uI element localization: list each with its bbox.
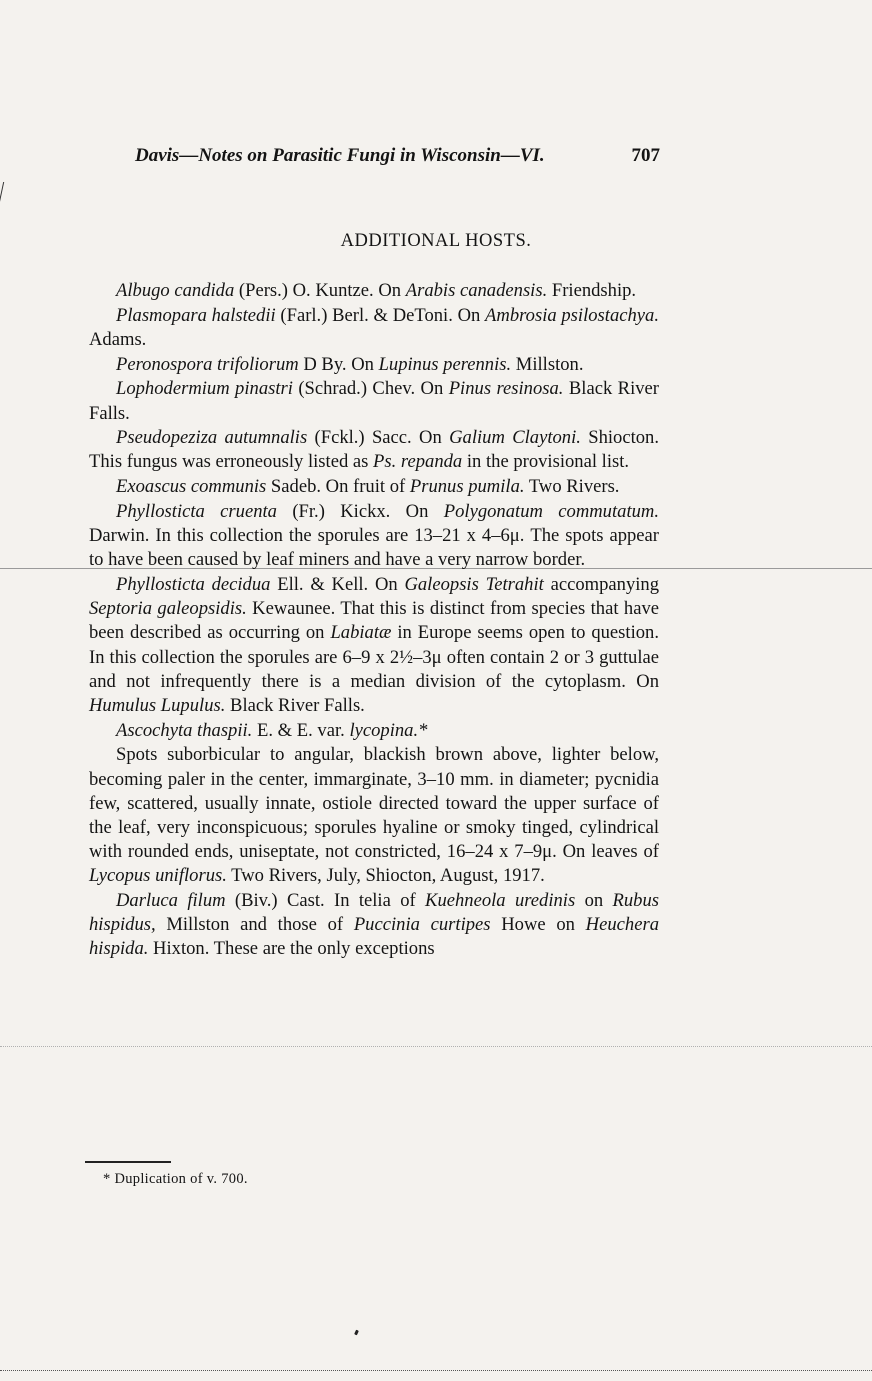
- entry-lophodermium: Lophodermium pinastri (Schrad.) Chev. On Pinus resinosa. Black River Falls.: [89, 378, 659, 424]
- running-header: [135, 145, 660, 167]
- footnote-rule: [85, 1161, 171, 1163]
- entry-pseudopeziza: Pseudopeziza autumnalis (Fckl.) Sacc. On Galium Claytoni. Shiocton. This fungus was erroneously listed as Ps. repanda in the provisional list.: [89, 427, 659, 473]
- page-number: 707: [631, 145, 660, 166]
- entry-ascochyta: Ascochyta thaspii. E. & E. var. lycopina.*: [116, 719, 428, 741]
- entry-ascochyta-description: Spots suborbicular to angular, blackish brown above, lighter below, becoming paler in the center, immarginate, 3–10 mm. in diameter; pycnidia few, scattered, usually innate, ostiole directed toward the upper surface of the leaf, very inconspicuous; sporules hyaline or smoky tinged, cylindrical with rounded ends, uniseptate, not constricted, 16–24 x 7–9μ. On leaves of Lycopus uniflorus. Two Rivers, July, Shiocton, August, 1917.: [89, 744, 659, 887]
- entry-phyllosticta-decidua: Phyllosticta decidua Ell. & Kell. On Galeopsis Tetrahit accompanying Septoria galeopsidis. Kewaunee. That this is distinct from species that have been described as occurring on Labiatæ in Europe seems open to question. In this collection the sporules are 6–9 x 2½–3μ often contain 2 or 3 guttulae and not infrequently there is a median division of the cytoplasm. On Humulus Lupulus. Black River Falls.: [89, 573, 659, 716]
- scan-line-dotted: [0, 1046, 872, 1047]
- entry-plasmopara: Plasmopara halstedii (Farl.) Berl. & DeToni. On Ambrosia psilostachya. Adams.: [89, 304, 659, 350]
- section-title: ADDITIONAL HOSTS.: [340, 231, 532, 251]
- page-bottom-edge: [0, 1370, 872, 1381]
- margin-mark: [0, 182, 10, 212]
- entry-phyllosticta-cruenta: Phyllosticta cruenta (Fr.) Kickx. On Polygonatum commutatum. Darwin. In this collection the sporules are 13–21 x 4–6μ. The spots appear to have been caused by leaf miners and have a very narrow border.: [89, 500, 659, 571]
- footnote: * Duplication of v. 700.: [103, 1171, 248, 1187]
- entry-peronospora: Peronospora trifoliorum D By. On Lupinus perennis. Millston.: [116, 353, 584, 375]
- body-text: [89, 279, 659, 962]
- ink-speck: [354, 1330, 359, 1336]
- entry-exoascus: Exoascus communis Sadeb. On fruit of Prunus pumila. Two Rivers.: [116, 476, 620, 498]
- running-title: Davis—Notes on Parasitic Fungi in Wisconsin—VI.: [135, 145, 545, 166]
- entry-albugo: Albugo candida (Pers.) O. Kuntze. On Arabis canadensis. Friendship.: [116, 280, 637, 301]
- entry-darluca: Darluca filum (Biv.) Cast. In telia of Kuehneola uredinis on Rubus hispidus, Millston and those of Puccinia curtipes Howe on Heuchera hispida. Hixton. These are the only exceptions: [89, 890, 659, 960]
